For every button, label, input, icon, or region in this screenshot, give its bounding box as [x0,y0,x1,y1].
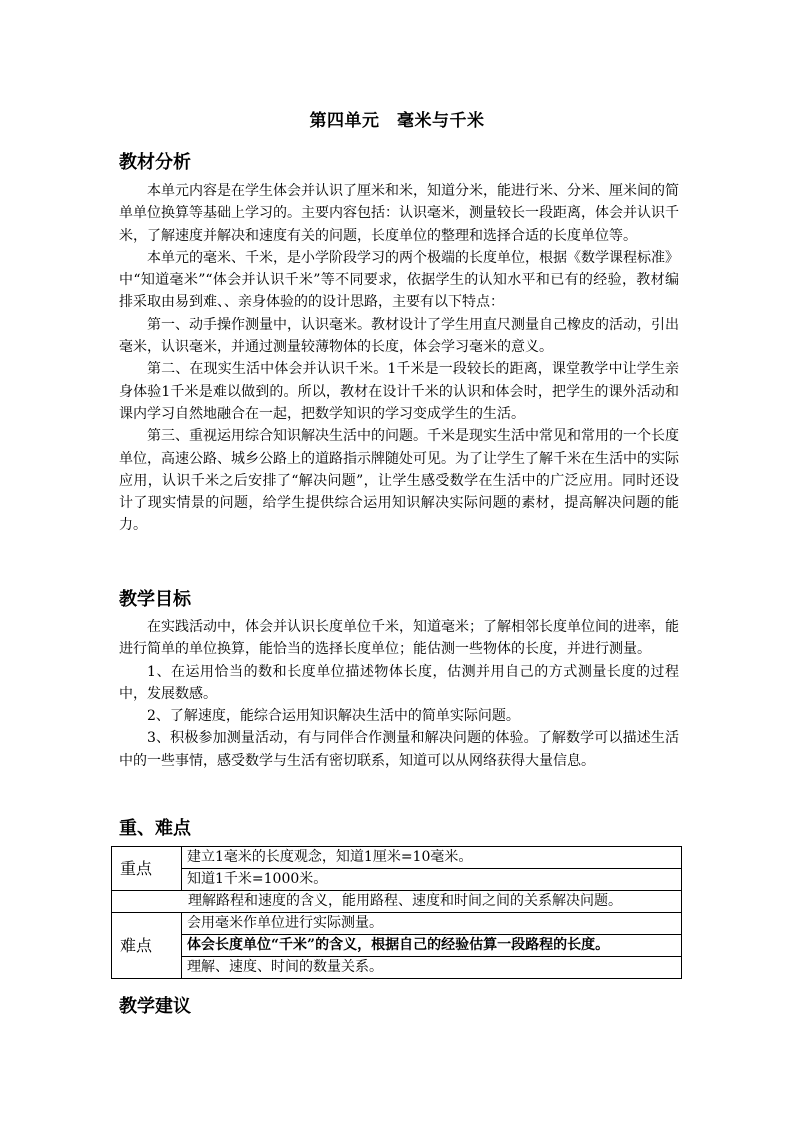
table-cell: 体会长度单位“千米”的含义，根据自己的经验估算一段路程的长度。 [182,935,682,957]
table-row [112,847,682,869]
paragraph: 在实践活动中，体会并认识长度单位千米，知道毫米；了解相邻长度单位间的进率，能进行简单的单位换算，能恰当的选择长度单位；能估测一些物体的长度，并进行测量。 [119,619,679,658]
section-body-goals [119,616,679,772]
table-row [112,869,682,891]
table-row [112,935,682,957]
paragraph: 2、了解速度，能综合运用知识解决生活中的简单实际问题。 [147,708,520,725]
paragraph: 本单元内容是在学生体会并认识了厘米和米，知道分米，能进行米、分米、厘米间的简单单位换算等基础上学习的。主要内容包括：认识毫米，测量较长一段距离，体会并认识千米，了解速度并解决和速度有关的问题，长度单位的整理和选择合适的长度单位等。 [119,183,679,244]
paragraph: 本单元的毫米、千米，是小学阶段学习的两个极端的长度单位，根据《数学课程标准》中“知道毫米”“体会并认识千米”等不同要求，依据学生的认知水平和已有的经验，教材编排采取由易到难、、亲身体验的的设计思路，主要有以下特点： [119,249,679,311]
section-heading-analysis: 教材分析 [119,152,191,173]
table-row [112,913,682,935]
paragraph: 第三、重视运用综合知识解决生活中的问题。千米是现实生活中常见和常用的一个长度单位，高速公路、城乡公路上的道路指示牌随处可见。为了让学生了解千米在生活中的实际应用，认识千米之后安排了“解决问题”，让学生感受数学在生活中的广泛应用。同时还设计了现实情景的问题，给学生提供综合运用知识解决实际问题的素材，提高解决问题的能力。 [119,428,679,534]
paragraph: 第一、动手操作测量中，认识毫米。教材设计了学生用直尺测量自己橡皮的活动，引出毫米，认识毫米，并通过测量较薄物体的长度，体会学习毫米的意义。 [119,316,679,356]
table-row [112,891,682,913]
table-cell: 知道1千米=1000米。 [182,869,682,891]
table-cell: 理解、速度、时间的数量关系。 [182,957,682,979]
section-body-analysis [119,180,679,537]
table-row [112,957,682,979]
difficulty-label: 难点 [112,913,182,979]
section-heading-goals: 教学目标 [119,589,191,610]
section-heading-suggestions: 教学建议 [119,996,191,1017]
key-points-table [111,846,682,979]
table-cell: 理解路程和速度的含义，能用路程、速度和时间之间的关系解决问题。 [112,891,682,913]
section-heading-key-points: 重、难点 [119,818,191,839]
page-title: 第四单元 毫米与千米 [309,111,485,131]
key-label: 重点 [112,847,182,891]
paragraph: 1、在运用恰当的数和长度单位描述物体长度，估测并用自己的方式测量长度的过程中，发展数感。 [119,663,679,702]
paragraph: 3、积极参加测量活动，有与同伴合作测量和解决问题的体验。了解数学可以描述生活中的一些事情，感受数学与生活有密切联系，知道可以从网络获得大量信息。 [119,730,679,769]
paragraph: 第二、在现实生活中体会并认识千米。1千米是一段较长的距离，课堂教学中让学生亲身体验1千米是难以做到的。所以，教材在设计千米的认识和体会时，把学生的课外活动和课内学习自然地融合在一起，把数学知识的学习变成学生的生活。 [119,361,679,422]
table-cell: 会用毫米作单位进行实际测量。 [182,913,682,935]
table-cell: 建立1毫米的长度观念，知道1厘米=10毫米。 [182,847,682,869]
